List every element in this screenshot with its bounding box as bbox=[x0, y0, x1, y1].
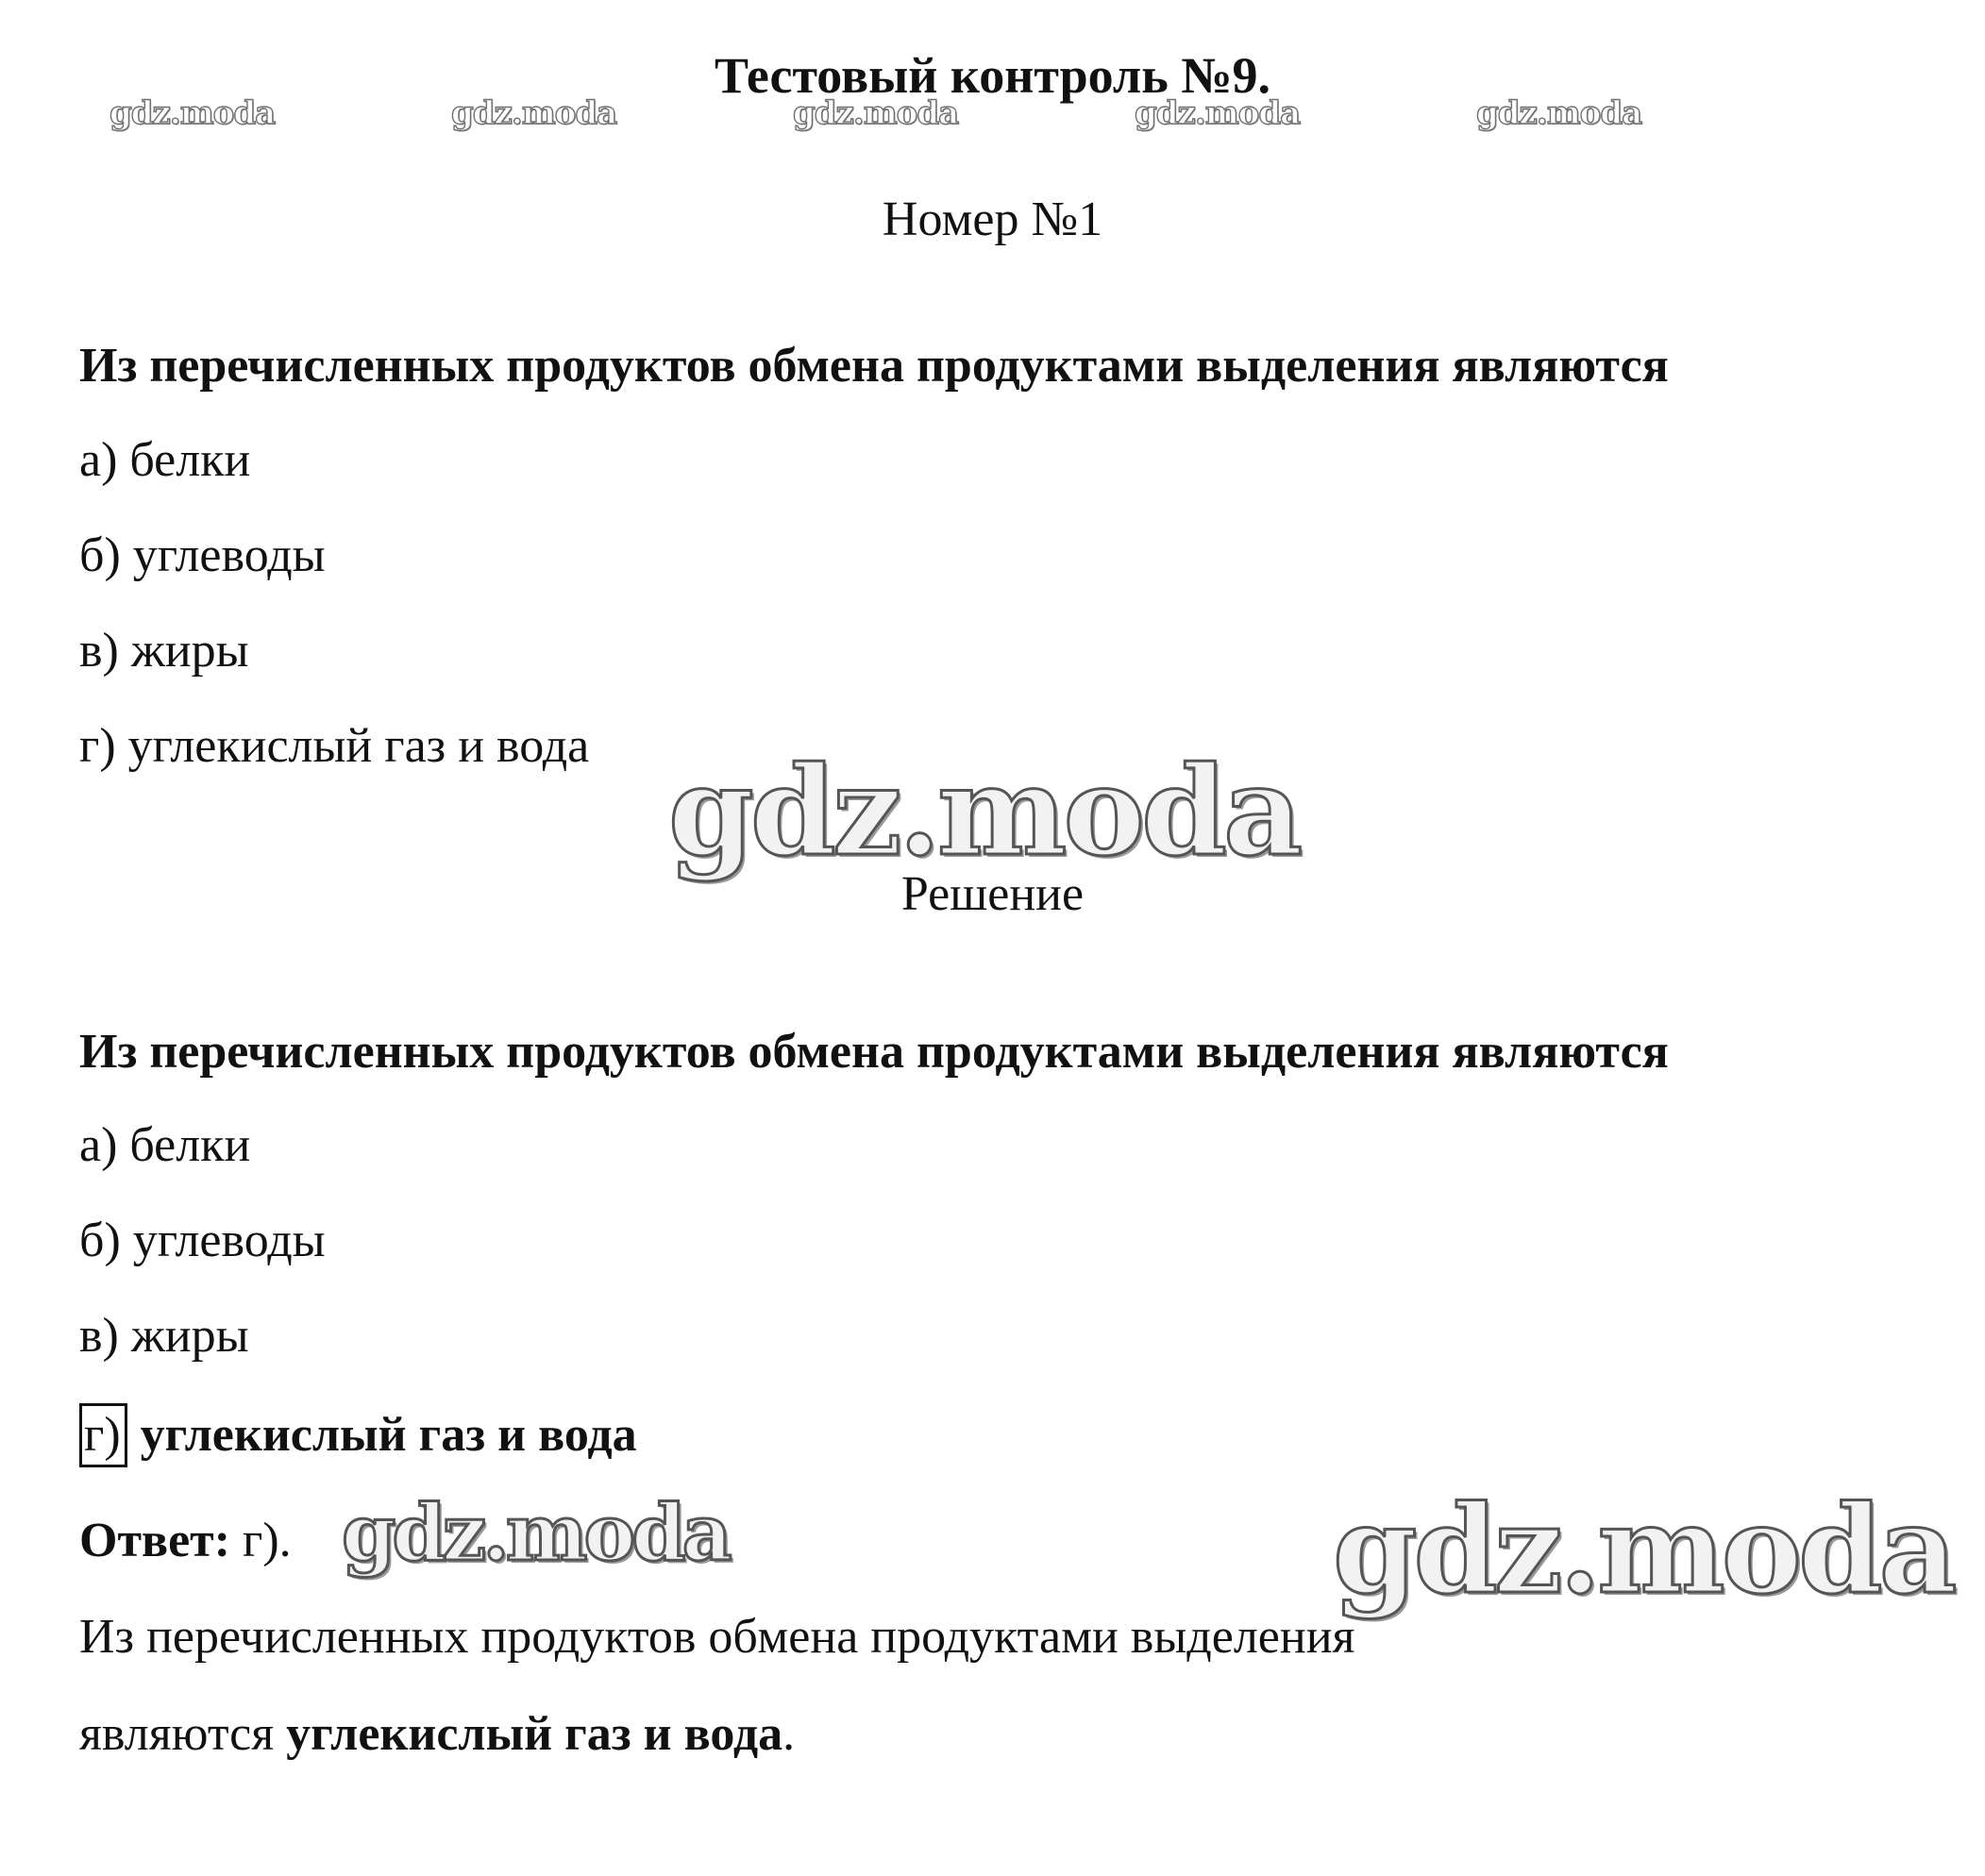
solution-question: Из перечисленных продуктов обмена продуктами выделения являются bbox=[79, 1025, 1669, 1079]
explanation-line-2 bbox=[79, 1706, 795, 1763]
task-option: в) жиры bbox=[79, 624, 249, 678]
task-number: Номер №1 bbox=[882, 193, 1103, 246]
page-title: Тестовый контроль №9. bbox=[714, 47, 1271, 104]
answer-value: г). bbox=[243, 1514, 292, 1567]
watermark: gdz.moda bbox=[793, 94, 959, 132]
explanation-suffix: . bbox=[782, 1707, 796, 1761]
answer-line bbox=[79, 1513, 292, 1569]
watermark: gdz.moda bbox=[1135, 94, 1301, 132]
task-option: г) углекислый газ и вода bbox=[79, 719, 590, 773]
solution-option: в) жиры bbox=[79, 1309, 249, 1363]
explanation-prefix: являются bbox=[79, 1707, 275, 1761]
solution-option: а) белки bbox=[79, 1118, 251, 1172]
watermark: gdz.moda bbox=[668, 739, 1300, 883]
watermark: gdz.moda bbox=[451, 94, 617, 132]
watermark: gdz.moda bbox=[342, 1488, 729, 1579]
watermark: gdz.moda bbox=[1476, 94, 1642, 132]
explanation-bold: углекислый газ и вода bbox=[286, 1707, 783, 1761]
solution-option: б) углеводы bbox=[79, 1214, 326, 1267]
explanation-line-1: Из перечисленных продуктов обмена продуктами выделения bbox=[79, 1610, 1355, 1664]
selected-marker-box: г) bbox=[79, 1403, 127, 1467]
task-option: б) углеводы bbox=[79, 528, 326, 582]
watermark: gdz.moda bbox=[109, 94, 276, 132]
solution-selected-option bbox=[79, 1403, 637, 1467]
task-option: а) белки bbox=[79, 433, 251, 487]
solution-heading: Решение bbox=[900, 867, 1085, 921]
task-question: Из перечисленных продуктов обмена продуктами выделения являются bbox=[79, 339, 1669, 393]
answer-label: Ответ: bbox=[79, 1514, 231, 1567]
selected-option-text: углекислый газ и вода bbox=[140, 1408, 637, 1462]
watermark: gdz.moda bbox=[1333, 1480, 1954, 1621]
